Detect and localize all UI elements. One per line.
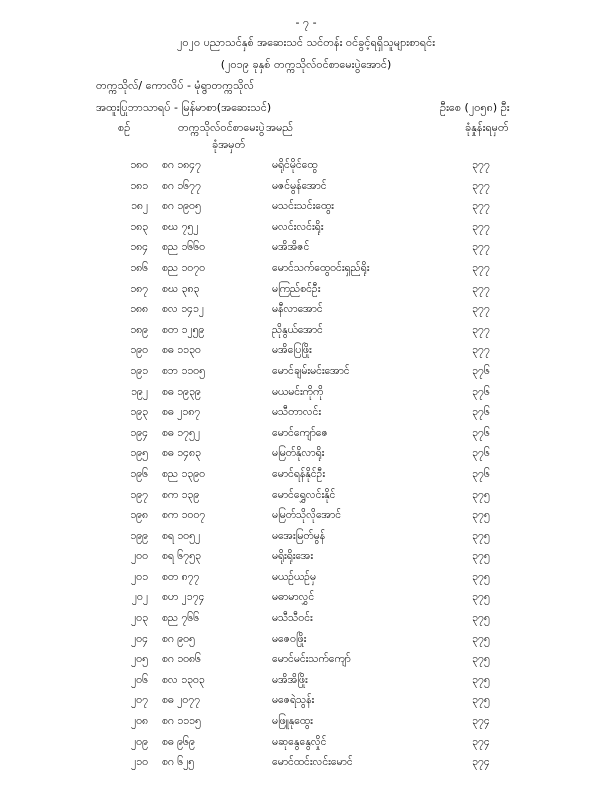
row-number: ၁၈၄ (130, 241, 148, 254)
candidate-name: မမြတ်နိုလာရိုး (272, 447, 325, 460)
score: ၃၇၄ (472, 715, 490, 728)
score: ၃၇၅ (472, 694, 490, 707)
candidate-name: မောင်ကျော်ဇေ (272, 426, 328, 439)
row-number: ၁၈၁ (130, 179, 148, 192)
row-number: ၂၀၆ (131, 673, 148, 686)
intake-count: ဦးစေ (၂၀၅၈) ဦး (440, 101, 510, 114)
table-row (0, 509, 612, 530)
candidate-name: မောင်သက်ထွေဝင်းရှည်ရိုး (272, 261, 370, 274)
table-row (0, 200, 612, 221)
table-row (0, 612, 612, 633)
row-number: ၁၈၈ (130, 303, 148, 316)
subject-line: အထူးပြုဘာသာရပ် - မြန်မာစာ(အဆေးသင်) (96, 101, 272, 114)
table-row (0, 530, 612, 551)
roll-number: စဂ ၁၁၁၅ (162, 715, 201, 728)
roll-number: စဓ ၉၆၉ (162, 735, 195, 748)
score: ၃၇၆ (472, 406, 490, 419)
roll-number: စဂ ၁၉၀၅ (162, 200, 201, 213)
table-row (0, 674, 612, 695)
score: ၃၇၄ (472, 735, 490, 748)
table-row (0, 262, 612, 283)
table-row (0, 221, 612, 242)
roll-number: စဂ ၁၆၇၇ (162, 179, 201, 192)
document-subtitle: (၂၀၁၉ ခုနှစ် တက္ကသိုလ်ဝင်စာမေးပွဲအောင်) (220, 58, 392, 71)
roll-number: စည ၁၃၉၀ (162, 467, 206, 480)
document-title: ၂၀၂၀ ပညာသင်နှစ် အဆေးသင် သင်တန်း ဝင်ခွင့်ရရှိသူများစာရင်း (176, 36, 436, 49)
row-number: ၂၀၂ (131, 591, 148, 604)
roll-number: စက ၁၃၉ (162, 488, 200, 501)
candidate-name: မအိအိဇင် (272, 241, 310, 254)
table-row (0, 241, 612, 262)
candidate-name: မဓာမာလွှင် (272, 591, 315, 604)
row-number: ၂၀၀ (131, 550, 148, 563)
candidate-name: မောင်ရွှေလင်းနိုင် (272, 488, 336, 501)
score: ၃၇၇ (472, 200, 490, 213)
roll-number: စဓ ၁၉၃၉ (162, 385, 201, 398)
score: ၃၇၇ (472, 323, 490, 336)
table-row (0, 756, 612, 777)
roll-number: စည ၁၀၇၀ (162, 261, 206, 274)
row-number: ၁၈၆ (130, 261, 148, 274)
score: ၃၇၇ (472, 159, 490, 171)
candidate-name: မကြည်စင်ဦး (272, 282, 321, 295)
table-row (0, 406, 612, 427)
roll-number: စတ ၈၇၇ (162, 570, 200, 583)
candidate-name: မဇေဝဖြိုး (272, 632, 307, 645)
roll-number: စရ ၁၀၅၂ (162, 529, 201, 542)
score: ၃၇၇ (472, 303, 490, 316)
row-number: ၁၉၅ (130, 447, 148, 460)
table-row (0, 736, 612, 757)
row-number: ၂၀၃ (131, 612, 148, 625)
table-row (0, 303, 612, 324)
table-row (0, 283, 612, 304)
score: ၃၇၇ (472, 179, 490, 192)
candidate-name: မောင်ထင်းလင်းမောင် (272, 756, 353, 769)
table-row (0, 386, 612, 407)
row-number: ၂၀၅ (131, 653, 148, 666)
candidate-name: မမြတ်သိုလိုအောင် (272, 509, 342, 522)
roll-number: စဃ ၇၅၂ (162, 220, 199, 233)
score: ၃၇၆ (472, 364, 490, 377)
row-number: ၁၈၂ (130, 200, 148, 213)
score: ၃၇၅ (472, 488, 490, 501)
score: ၃၇၇ (472, 282, 490, 295)
candidate-name: မသီသီဝင်း (272, 612, 313, 625)
roll-number: စဓ ၁၁၃၀ (162, 344, 201, 357)
table-row (0, 365, 612, 386)
table-row (0, 447, 612, 468)
column-header-no: စဉ် (118, 121, 131, 134)
column-header-score: ခုံနှုန်းရမှတ် (465, 121, 509, 134)
candidate-name: မောင်ချမ်းမင်းအောင် (272, 364, 350, 377)
candidate-name: မဆုနွေနွေလှိုင် (272, 735, 327, 748)
score: ၃၇၆ (472, 426, 490, 439)
score: ၃၇၇ (472, 241, 490, 254)
roll-number: စည ၁၆၆၀ (162, 241, 206, 254)
table-row (0, 715, 612, 736)
candidate-name: မဇေရဲသွန်း (272, 694, 315, 707)
row-number: ၁၉၂ (131, 385, 148, 398)
table-row (0, 653, 612, 674)
table-row (0, 571, 612, 592)
roll-number: စဂ ၁၈၄၇ (162, 159, 201, 171)
candidate-name: ညိုနွယ်အောင် (272, 323, 323, 336)
page-number: - ၇ - (295, 16, 317, 29)
score: ၃၇၇ (472, 220, 490, 233)
table-row (0, 324, 612, 345)
column-header-roll: ခုံအမှတ် (212, 138, 246, 151)
row-number: ၁၉၇ (130, 488, 148, 501)
roll-number: စဘ ၁၁၀၅ (162, 364, 205, 377)
candidate-name: မယဉ်ယဉ်မှ (272, 570, 317, 583)
roll-number: စဓ ၁၇၅၂ (162, 426, 201, 439)
score: ၃၇၅ (472, 509, 490, 522)
results-list (0, 159, 612, 777)
score: ၃၇၅ (472, 612, 490, 625)
row-number: ၁၈၀ (130, 159, 148, 171)
score: ၃၇၅ (472, 653, 490, 666)
score: ၃၇၅ (472, 673, 490, 686)
row-number: ၂၁၀ (131, 756, 148, 769)
score: ၃၇၇ (472, 344, 490, 357)
row-number: ၂၀၇ (131, 694, 148, 707)
candidate-name: မလင်းလင်းရိုး (272, 220, 324, 233)
roll-number: စဂ ၉၀၅ (162, 632, 195, 645)
candidate-name: မအိအိဖြိုး (272, 673, 308, 686)
row-number: ၁၉၃ (130, 406, 148, 419)
score: ၃၇၅ (472, 550, 490, 563)
roll-number: စရ ၆၇၅၃ (162, 550, 201, 563)
row-number: ၁၉၉ (130, 529, 148, 542)
score: ၃၇၆ (472, 385, 490, 398)
table-row (0, 344, 612, 365)
score: ၃၇၅ (472, 570, 490, 583)
candidate-name: မရိုင်မိုင်ထွေ (272, 159, 318, 171)
table-row (0, 427, 612, 448)
row-number: ၁၉၈ (130, 509, 148, 522)
row-number: ၁၈၃ (130, 220, 148, 233)
score: ၃၇၅ (472, 591, 490, 604)
candidate-name: မအိပြေဖြိုး (272, 344, 312, 357)
roll-number: စဃ ၃၈၃ (162, 282, 200, 295)
roll-number: စလ ၁၃၀၃ (162, 673, 205, 686)
row-number: ၁၉၄ (130, 426, 148, 439)
row-number: ၂၀၉ (131, 735, 148, 748)
row-number: ၂၀၄ (131, 632, 148, 645)
table-row (0, 591, 612, 612)
candidate-name: မရိုးရိုးအေး (272, 550, 313, 563)
score: ၃၇၆ (472, 447, 490, 460)
roll-number: စလ ၁၄၁၂ (162, 303, 204, 316)
row-number: ၁၉၁ (130, 364, 148, 377)
table-row (0, 489, 612, 510)
score: ၃၇၅ (472, 632, 490, 645)
row-number: ၁၉၀ (130, 344, 148, 357)
candidate-name: မသီတာလင်း (272, 406, 322, 419)
column-header-exam: တက္ကသိုလ်ဝင်စာမေးပွဲ (178, 121, 265, 134)
table-row (0, 633, 612, 654)
roll-number: စည ၇၆၆ (162, 612, 200, 625)
row-number: ၁၈၉ (130, 323, 148, 336)
table-row (0, 550, 612, 571)
score: ၃၇၅ (472, 529, 490, 542)
table-row (0, 159, 612, 180)
candidate-name: မသင်းသင်းထွေး (272, 200, 334, 213)
row-number: ၁၈၇ (130, 282, 148, 295)
university-line: တက္ကသိုလ်/ ကောလိပ် - မုံရွာတက္ကသိုလ် (96, 79, 254, 92)
table-row (0, 468, 612, 489)
roll-number: စဂ ၆၂၅ (162, 756, 195, 769)
candidate-name: မနီလာအောင် (272, 303, 323, 316)
roll-number: စတ ၁၂၅၉ (162, 323, 205, 336)
row-number: ၂၀၁ (131, 570, 148, 583)
candidate-name: မအေးမြတ်မွန် (272, 529, 326, 542)
roll-number: စဓ ၁၄၈၃ (162, 447, 201, 460)
table-row (0, 180, 612, 201)
row-number: ၁၉၆ (130, 467, 148, 480)
roll-number: စဓ ၂၀၇၇ (162, 694, 201, 707)
roll-number: စက ၁၀၀၇ (162, 509, 206, 522)
score: ၃၇၄ (472, 756, 490, 769)
score: ၃၇၇ (472, 261, 490, 274)
row-number: ၂၀၈ (130, 715, 148, 728)
score: ၃၇၆ (472, 467, 490, 480)
roll-number: စဟ ၂၁၇၄ (162, 591, 205, 604)
roll-number: စဂ ၁၀၈၆ (162, 653, 201, 666)
candidate-name: မောင်မင်းသက်ကျော် (272, 653, 351, 666)
candidate-name: မဖြူနုထွေး (272, 715, 313, 728)
roll-number: စဓ ၂၁၈၇ (162, 406, 201, 419)
column-header-name: အမည် (266, 121, 294, 134)
candidate-name: မယမင်းကိုကို (272, 385, 324, 398)
candidate-name: မောင်ရန်နိုင်ဦး (272, 467, 326, 480)
candidate-name: မဇင်မွန်အောင် (272, 179, 327, 192)
table-row (0, 694, 612, 715)
